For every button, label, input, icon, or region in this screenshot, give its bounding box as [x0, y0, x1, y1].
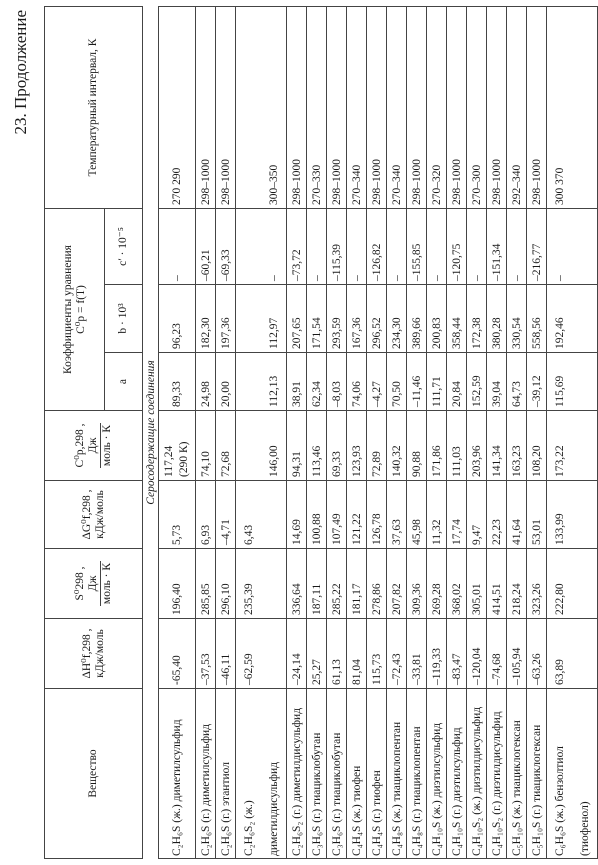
dGf-cell: 126,78 — [367, 481, 387, 549]
Cp298-cell: 113,46 — [307, 411, 327, 481]
coef-a-cell — [236, 353, 262, 411]
Cp298-cell: 72,89 — [367, 411, 387, 481]
dGf-cell: 53,01 — [527, 481, 547, 549]
S298-cell: 285,22 — [327, 549, 347, 619]
header-Cp298-den: моль · К — [100, 424, 113, 467]
substance-cell: C₄H₁₀S₂ (г.) диэтилдисульфид — [487, 689, 507, 859]
coef-b-cell: 558,56 — [527, 285, 547, 353]
Cp298-cell: 123,93 — [347, 411, 367, 481]
coef-b-cell: 380,28 — [487, 285, 507, 353]
temp-range-cell — [572, 6, 598, 208]
S298-cell: 309,36 — [407, 549, 427, 619]
dHf-cell: 115,73 — [367, 619, 387, 689]
S298-cell: 336,64 — [287, 549, 307, 619]
Cp298-cell: 72,68 — [216, 411, 236, 481]
coef-b-cell: 182,30 — [196, 285, 216, 353]
table-row — [159, 6, 196, 858]
cp-note: (290 К) — [178, 441, 190, 477]
coef-b-cell: 330,54 — [507, 285, 527, 353]
dGf-cell: 41,64 — [507, 481, 527, 549]
substance-cell: (тиофенол) — [572, 689, 598, 859]
dHf-cell: –62,59 — [236, 619, 262, 689]
substance-cell: C₂H₆S (ж.) диметилсульфид — [159, 689, 196, 859]
temp-range-cell: 298–1000 — [327, 6, 347, 208]
Cp298-cell: 69,33 — [327, 411, 347, 481]
dGf-cell: 9,47 — [467, 481, 487, 549]
temp-range-cell: 270–320 — [427, 6, 447, 208]
substance-cell: C₆H₆S (ж.) бензолтиол — [547, 689, 573, 859]
S298-cell: 235,39 — [236, 549, 262, 619]
header-dGf — [45, 481, 143, 549]
coef-c-cell: – — [347, 208, 367, 284]
coef-b-cell: 172,38 — [467, 285, 487, 353]
table-row — [407, 6, 427, 858]
header-Cp298 — [45, 411, 143, 481]
table-row — [287, 6, 307, 858]
dHf-cell — [261, 619, 287, 689]
substance-cell: C₄H₁₀S₂ (ж.) диэтилдисульфид — [467, 689, 487, 859]
coef-a-cell: –39,12 — [527, 353, 547, 411]
dHf-cell: 63,89 — [547, 619, 573, 689]
substance-cell: C₂H₆S₂ (ж.) — [236, 689, 262, 859]
coef-b-cell: 171,54 — [307, 285, 327, 353]
dHf-cell: –63,26 — [527, 619, 547, 689]
table-caption: 23. Продолжение — [11, 10, 30, 135]
dGf-cell: 11,32 — [427, 481, 447, 549]
coef-a-cell: 39,04 — [487, 353, 507, 411]
header-coef-b: b · 10³ — [105, 285, 143, 353]
coef-c-cell: –115,39 — [327, 208, 347, 284]
temp-range-cell: 300 370 — [547, 6, 573, 208]
temp-range-cell: 298–1000 — [287, 6, 307, 208]
table-row — [216, 6, 236, 858]
substance-cell: C₅H₁₀S (ж.) тиациклогексан — [507, 689, 527, 859]
header-coef-title: Коэффициенты уравнения — [61, 245, 74, 374]
dGf-cell: 6,93 — [196, 481, 216, 549]
dHf-cell: –83,47 — [447, 619, 467, 689]
temp-range-cell: 270–340 — [387, 6, 407, 208]
header-Cp298-label: C⁰p,298 , — [73, 423, 86, 468]
header-temp-range: Температурный интервал, К — [45, 6, 143, 208]
dGf-cell — [572, 481, 598, 549]
coef-a-cell: 89,33 — [159, 353, 196, 411]
coef-c-cell: – — [261, 208, 287, 284]
substance-cell: C₅H₁₀S (г.) тиациклогексан — [527, 689, 547, 859]
table-row — [367, 6, 387, 858]
header-S298-num: Дж — [87, 561, 101, 606]
coef-a-cell: 24,98 — [196, 353, 216, 411]
header-S298-unit — [87, 561, 114, 606]
coef-b-cell: 207,65 — [287, 285, 307, 353]
substance-cell: диметилдисульфид — [261, 689, 287, 859]
coef-c-cell: – — [547, 208, 573, 284]
coef-c-cell: –60,21 — [196, 208, 216, 284]
header-Cp298-unit — [87, 423, 114, 468]
section-title: Серосодержащие соединения — [143, 6, 159, 858]
coef-c-cell: –155,85 — [407, 208, 427, 284]
coef-c-cell — [236, 208, 262, 284]
Cp298-cell: 111,03 — [447, 411, 467, 481]
header-dHf-unit: кДж/моль — [93, 629, 106, 678]
coef-a-cell: –8,03 — [327, 353, 347, 411]
header-dGf-label: ΔG⁰f,298 , — [80, 489, 93, 540]
coef-a-cell: 38,91 — [287, 353, 307, 411]
S298-cell: 296,10 — [216, 549, 236, 619]
coef-a-cell: 64,73 — [507, 353, 527, 411]
table-row — [261, 6, 287, 858]
Cp298-cell: 203,96 — [467, 411, 487, 481]
dHf-cell — [572, 619, 598, 689]
coef-c-cell: – — [159, 208, 196, 284]
coef-c-cell: –216,77 — [527, 208, 547, 284]
table-row — [447, 6, 467, 858]
Cp298-cell: 94,31 — [287, 411, 307, 481]
S298-cell: 323,26 — [527, 549, 547, 619]
temp-range-cell: 270–340 — [347, 6, 367, 208]
dHf-cell: -65,40 — [159, 619, 196, 689]
coef-b-cell: 192,46 — [547, 285, 573, 353]
temp-range-cell: 298–1000 — [447, 6, 467, 208]
temp-range-cell: 298–1000 — [367, 6, 387, 208]
coef-b-cell: 96,23 — [159, 285, 196, 353]
temp-range-cell: 270–300 — [467, 6, 487, 208]
dHf-cell: 81,04 — [347, 619, 367, 689]
dGf-cell: 100,88 — [307, 481, 327, 549]
coef-b-cell: 296,52 — [367, 285, 387, 353]
coef-b-cell — [236, 285, 262, 353]
temp-range-cell: 270 290 — [159, 6, 196, 208]
coef-c-cell: – — [427, 208, 447, 284]
temp-range-cell: 300–350 — [261, 6, 287, 208]
Cp298-cell: 108,20 — [527, 411, 547, 481]
substance-cell: C₂H₆S (г.) этантиол — [216, 689, 236, 859]
S298-cell: 368,02 — [447, 549, 467, 619]
temp-range-cell: 292–340 — [507, 6, 527, 208]
table-row — [327, 6, 347, 858]
S298-cell: 305,01 — [467, 549, 487, 619]
temp-range-cell: 298–1000 — [487, 6, 507, 208]
dGf-cell: 17,74 — [447, 481, 467, 549]
S298-cell — [572, 549, 598, 619]
coef-b-cell: 234,30 — [387, 285, 407, 353]
coef-a-cell: –11,46 — [407, 353, 427, 411]
coef-c-cell: –126,82 — [367, 208, 387, 284]
temp-range-cell: 298–1000 — [527, 6, 547, 208]
substance-cell: C₄H₄S (ж.) тиофен — [347, 689, 367, 859]
dGf-cell: 22,23 — [487, 481, 507, 549]
dHf-cell: –46,11 — [216, 619, 236, 689]
coef-a-cell — [572, 353, 598, 411]
thermo-table — [44, 6, 598, 859]
coef-b-cell: 197,36 — [216, 285, 236, 353]
substance-cell: C₂H₆S (г.) диметилсульфид — [196, 689, 216, 859]
header-coef-eq: C⁰p = f(T) — [74, 285, 87, 334]
coef-c-cell: – — [387, 208, 407, 284]
substance-cell: C₄H₁₀S (ж.) диэтилсульфид — [427, 689, 447, 859]
dGf-cell: 6,43 — [236, 481, 262, 549]
coef-a-cell: 152,59 — [467, 353, 487, 411]
coef-b-cell: 389,66 — [407, 285, 427, 353]
coef-b-cell: 112,97 — [261, 285, 287, 353]
dHf-cell: –105,94 — [507, 619, 527, 689]
header-Cp298-num: Дж — [87, 423, 101, 468]
S298-cell: 196,40 — [159, 549, 196, 619]
table-body — [143, 6, 598, 858]
Cp298-cell: 90,88 — [407, 411, 427, 481]
header-dHf — [45, 619, 143, 689]
coef-a-cell: 62,34 — [307, 353, 327, 411]
dGf-cell: 133,99 — [547, 481, 573, 549]
table-row — [347, 6, 367, 858]
coef-c-cell: –120,75 — [447, 208, 467, 284]
temp-range-cell: 270–330 — [307, 6, 327, 208]
S298-cell: 285,85 — [196, 549, 216, 619]
table-row — [527, 6, 547, 858]
dHf-cell: –120,04 — [467, 619, 487, 689]
coef-b-cell: 293,59 — [327, 285, 347, 353]
S298-cell: 414,51 — [487, 549, 507, 619]
dGf-cell: 107,49 — [327, 481, 347, 549]
temp-range-cell: 298–1000 — [407, 6, 427, 208]
header-dGf-unit: кДж/моль — [93, 490, 106, 539]
coef-b-cell: 200,83 — [427, 285, 447, 353]
dGf-cell: 5,73 — [159, 481, 196, 549]
dHf-cell: –72,43 — [387, 619, 407, 689]
coef-c-cell: – — [467, 208, 487, 284]
Cp298-cell: 173,22 — [547, 411, 573, 481]
Cp298-cell: 74,10 — [196, 411, 216, 481]
header-dHf-label: ΔH⁰f,298 , — [80, 628, 93, 679]
dHf-cell: –33,81 — [407, 619, 427, 689]
header-coef-c: c′ · 10⁻⁵ — [105, 208, 143, 284]
temp-range-cell: 298–1000 — [216, 6, 236, 208]
dGf-cell: 45,98 — [407, 481, 427, 549]
header-S298 — [45, 549, 143, 619]
dGf-cell: 37,63 — [387, 481, 407, 549]
substance-cell: C₂H₆S₂ (г.) диметилдисульфид — [287, 689, 307, 859]
coef-c-cell: –73,72 — [287, 208, 307, 284]
Cp298-cell: 163,23 — [507, 411, 527, 481]
table-row — [236, 6, 262, 858]
coef-c-cell: –69,33 — [216, 208, 236, 284]
coef-a-cell: 74,06 — [347, 353, 367, 411]
coef-c-cell: –151,34 — [487, 208, 507, 284]
coef-b-cell: 167,36 — [347, 285, 367, 353]
cp-value: 117,24 — [163, 445, 175, 477]
Cp298-cell: 171,86 — [427, 411, 447, 481]
dHf-cell: 61,13 — [327, 619, 347, 689]
coef-c-cell: – — [307, 208, 327, 284]
table-row — [572, 6, 598, 858]
substance-cell: C₃H₆S (г.) тиациклобутан — [327, 689, 347, 859]
table-row — [507, 6, 527, 858]
table-row — [307, 6, 327, 858]
coef-c-cell: – — [507, 208, 527, 284]
header-substance: Вещество — [45, 689, 143, 859]
coef-a-cell: 111,71 — [427, 353, 447, 411]
coef-a-cell: –4,27 — [367, 353, 387, 411]
Cp298-cell — [159, 411, 196, 481]
S298-cell: 181,17 — [347, 549, 367, 619]
table-row — [387, 6, 407, 858]
S298-cell: 187,11 — [307, 549, 327, 619]
dHf-cell: –74,68 — [487, 619, 507, 689]
substance-cell: C₃H₆S (г.) тиациклобутан — [307, 689, 327, 859]
dGf-cell — [261, 481, 287, 549]
substance-cell: C₄H₁₀S (г.) диэтилсульфид — [447, 689, 467, 859]
temp-range-cell — [236, 6, 262, 208]
coef-a-cell: 70,50 — [387, 353, 407, 411]
Cp298-cell — [572, 411, 598, 481]
Cp298-cell: 146,00 — [261, 411, 287, 481]
table-row — [196, 6, 216, 858]
S298-cell: 278,86 — [367, 549, 387, 619]
Cp298-cell — [236, 411, 262, 481]
dHf-cell: –37,53 — [196, 619, 216, 689]
dGf-cell: 121,22 — [347, 481, 367, 549]
header-coef-a: a — [105, 353, 143, 411]
coef-a-cell: 20,00 — [216, 353, 236, 411]
header-coefficients — [45, 208, 105, 410]
substance-cell: C₄H₈S (г.) тиациклопентан — [407, 689, 427, 859]
table-row — [467, 6, 487, 858]
Cp298-cell: 141,34 — [487, 411, 507, 481]
coef-a-cell: 112,13 — [261, 353, 287, 411]
S298-cell: 218,24 — [507, 549, 527, 619]
Cp298-cell: 140,32 — [387, 411, 407, 481]
table-row — [547, 6, 573, 858]
coef-b-cell: 358,44 — [447, 285, 467, 353]
coef-b-cell — [572, 285, 598, 353]
dHf-cell: –24,14 — [287, 619, 307, 689]
section-row — [143, 6, 159, 858]
dGf-cell: –4,71 — [216, 481, 236, 549]
header-S298-den: моль · К — [100, 562, 113, 605]
dHf-cell: 25,27 — [307, 619, 327, 689]
S298-cell: 222,80 — [547, 549, 573, 619]
table-row — [487, 6, 507, 858]
table-header — [45, 6, 143, 858]
table-row — [427, 6, 447, 858]
dHf-cell: –119,33 — [427, 619, 447, 689]
S298-cell — [261, 549, 287, 619]
dGf-cell: 14,69 — [287, 481, 307, 549]
coef-a-cell: 20,84 — [447, 353, 467, 411]
header-S298-label: S⁰298 , — [73, 566, 86, 601]
substance-cell: C₄H₈S (ж.) тиациклопентан — [387, 689, 407, 859]
S298-cell: 207,82 — [387, 549, 407, 619]
coef-c-cell — [572, 208, 598, 284]
temp-range-cell: 298–1000 — [196, 6, 216, 208]
coef-a-cell: 115,69 — [547, 353, 573, 411]
substance-cell: C₄H₄S (г.) тиофен — [367, 689, 387, 859]
S298-cell: 269,28 — [427, 549, 447, 619]
